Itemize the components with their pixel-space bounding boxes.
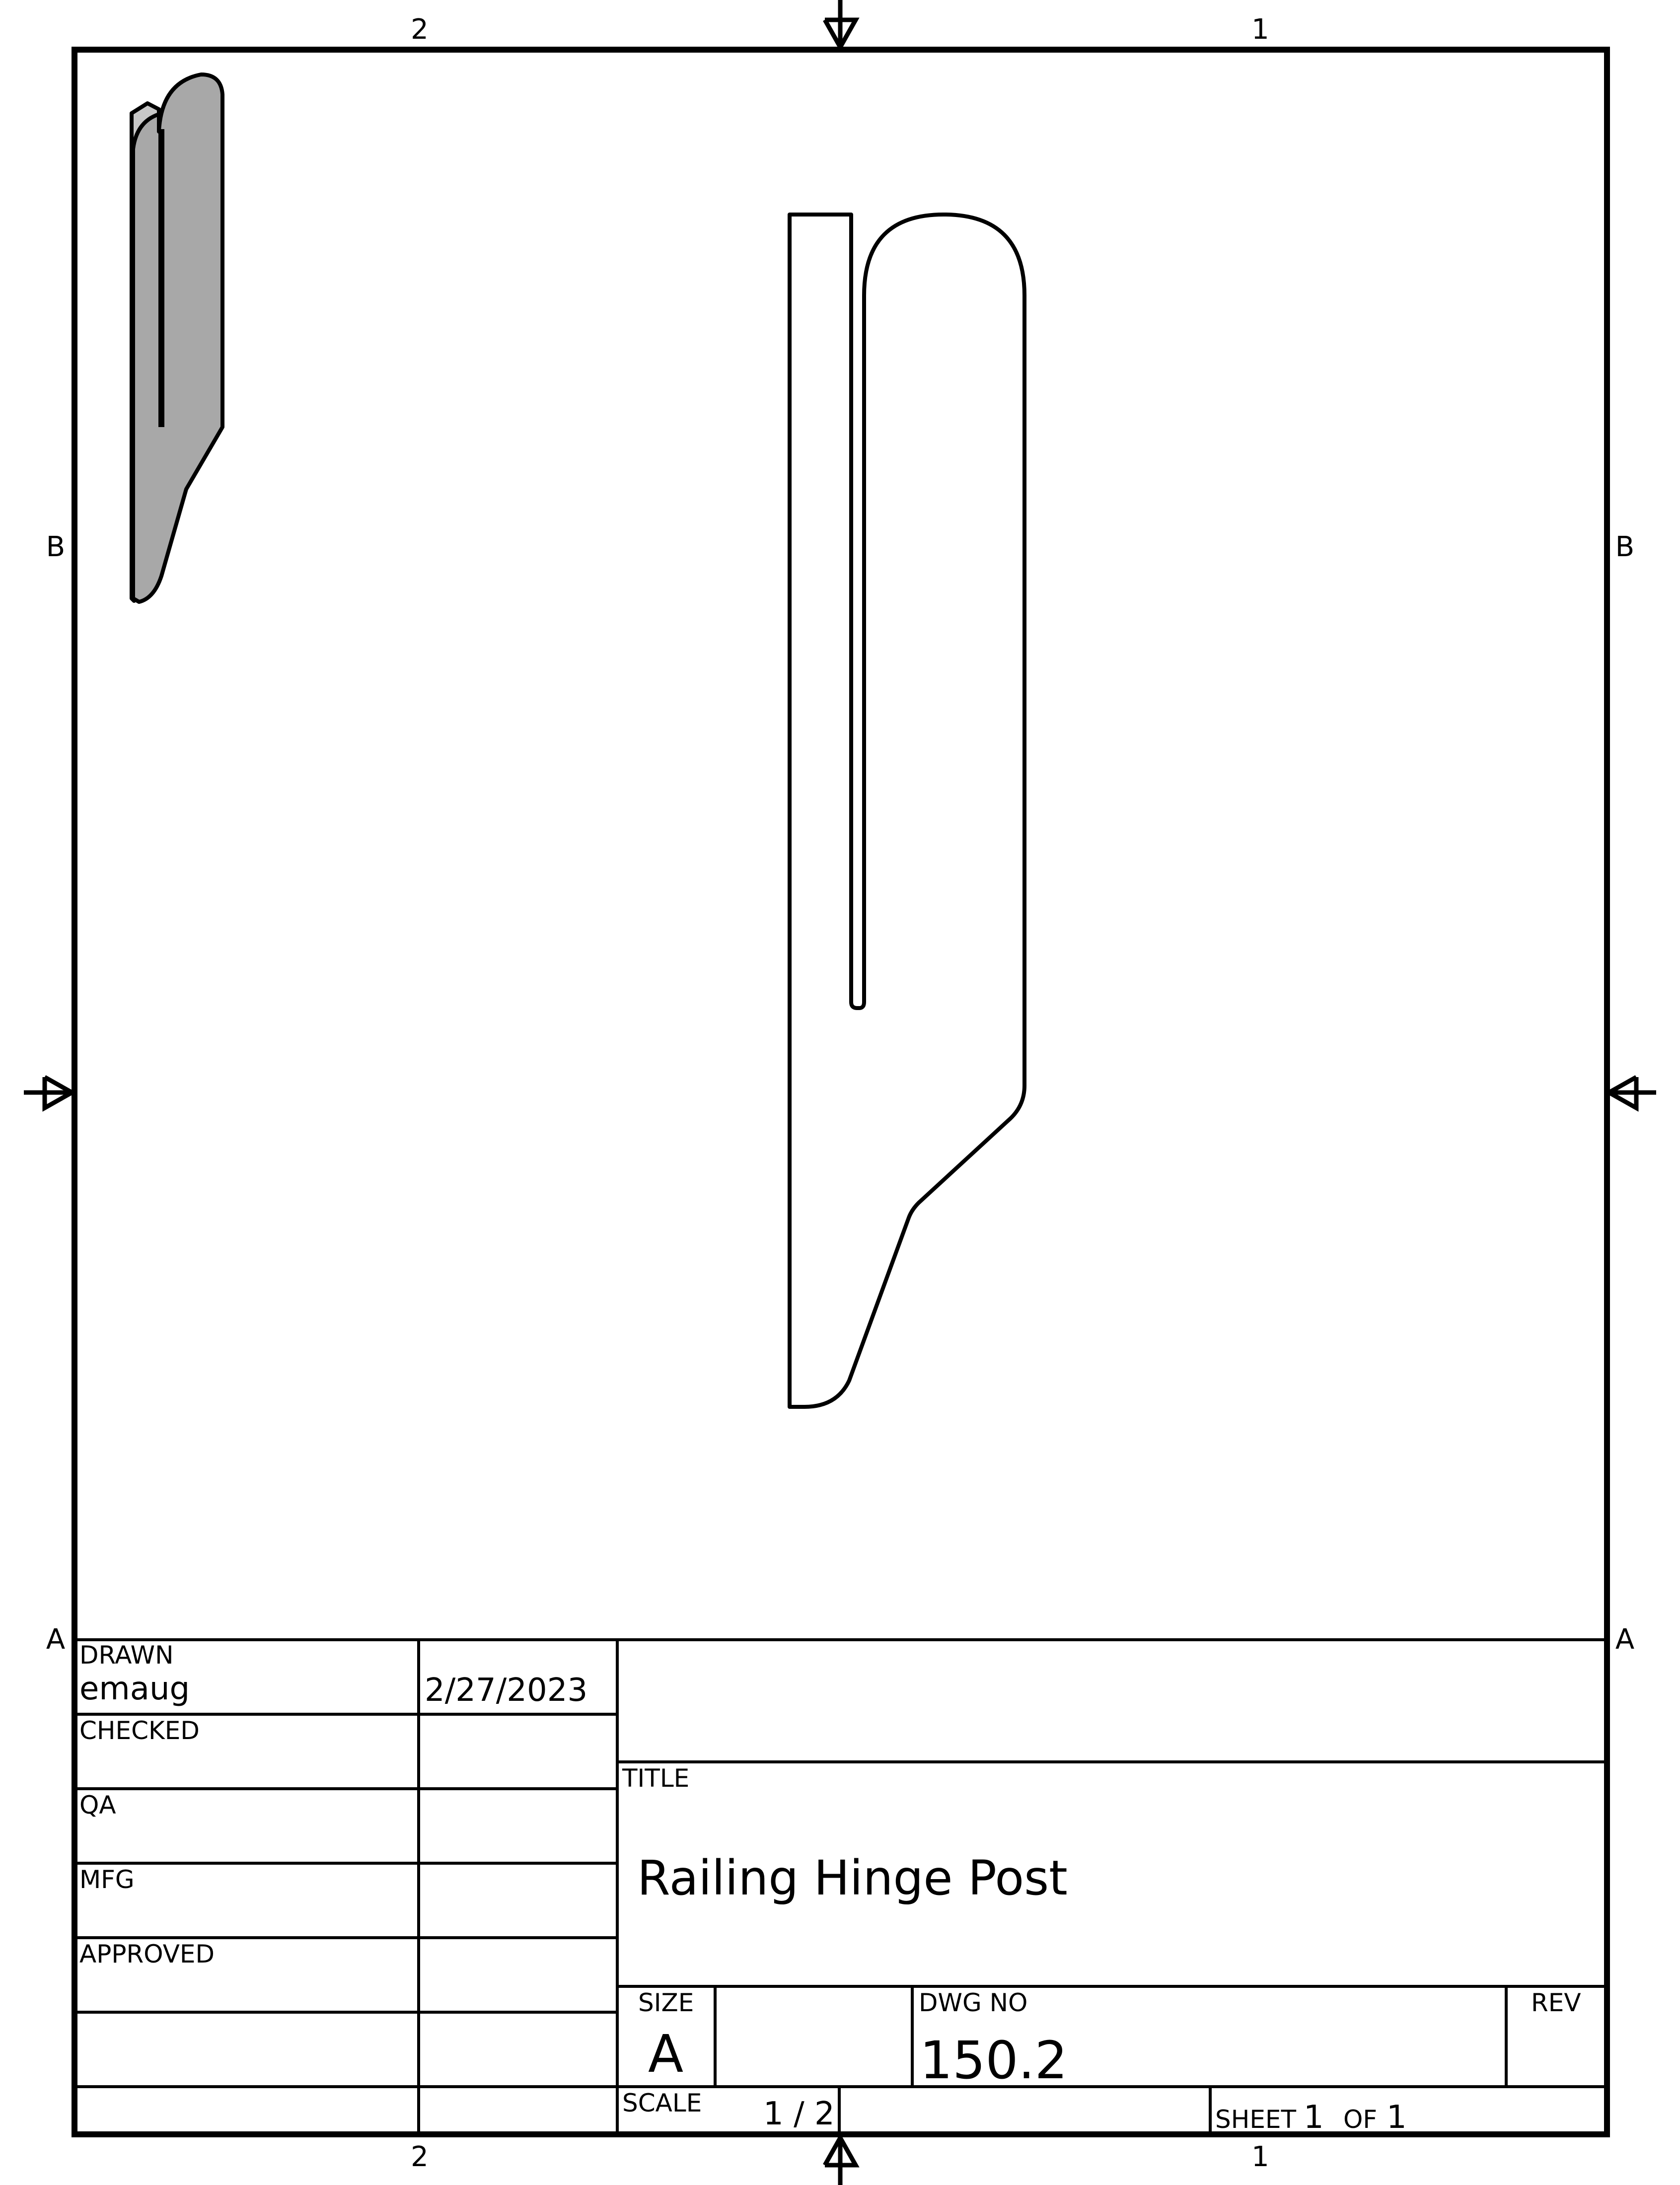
size-value: A xyxy=(648,2024,684,2084)
iso-front-face xyxy=(133,74,222,602)
checked-label: CHECKED xyxy=(79,1716,200,1745)
front-view xyxy=(790,215,1024,1407)
drawn-by-value: emaug xyxy=(79,1671,190,1707)
sheet-total: 1 xyxy=(1387,2099,1407,2136)
dwg-no-label: DWG NO xyxy=(919,1988,1028,2017)
zone-label-top-1: 1 xyxy=(1251,13,1269,46)
center-mark-bottom xyxy=(825,2134,856,2185)
sheet-number: 1 xyxy=(1304,2099,1324,2136)
isometric-view xyxy=(132,74,222,602)
zone-label-bottom-2: 2 xyxy=(411,2141,429,2173)
rev-label: REV xyxy=(1531,1988,1581,2017)
zone-label-bottom-1: 1 xyxy=(1251,2141,1269,2173)
scale-value: 1 / 2 xyxy=(763,2096,835,2132)
hinge-post-outline xyxy=(790,215,1024,1407)
sheet-label: SHEET xyxy=(1215,2105,1297,2134)
zone-label-top-2: 2 xyxy=(411,13,429,46)
zone-label-right-b: B xyxy=(1615,531,1635,563)
dwg-no-value: 150.2 xyxy=(920,2030,1068,2091)
sheet-border xyxy=(74,50,1607,2134)
title-label: TITLE xyxy=(622,1764,690,1793)
mfg-label: MFG xyxy=(79,1865,135,1894)
center-mark-top xyxy=(825,0,856,50)
zone-label-right-a: A xyxy=(1615,1623,1635,1656)
qa-label: QA xyxy=(79,1791,116,1820)
size-label: SIZE xyxy=(638,1988,694,2017)
drawn-label: DRAWN xyxy=(79,1641,174,1670)
center-mark-left xyxy=(24,1077,74,1108)
zone-label-left-b: B xyxy=(46,531,66,563)
center-mark-right xyxy=(1607,1077,1656,1108)
approved-label: APPROVED xyxy=(79,1940,215,1968)
drawn-date-value: 2/27/2023 xyxy=(425,1672,588,1709)
zone-label-left-a: A xyxy=(46,1623,66,1656)
scale-label: SCALE xyxy=(622,2089,702,2117)
drawing-title: Railing Hinge Post xyxy=(637,1850,1068,1906)
of-label: OF xyxy=(1343,2105,1378,2134)
